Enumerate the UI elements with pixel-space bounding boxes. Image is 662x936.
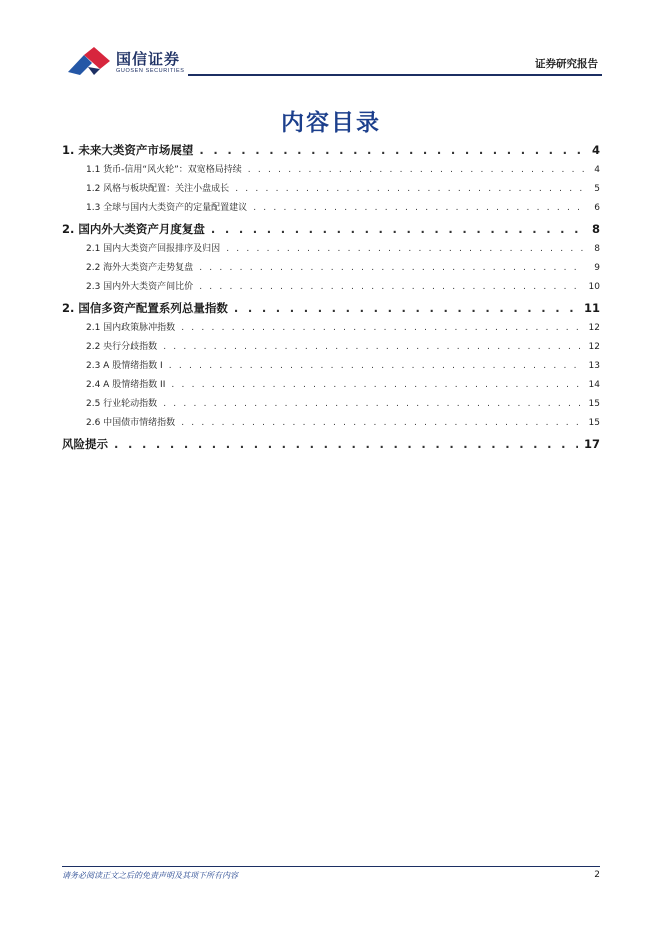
toc-entry-page: 4	[591, 143, 600, 157]
toc-entry[interactable]	[62, 260, 600, 279]
toc-leader-dots	[199, 263, 584, 273]
toc-leader-dots	[199, 143, 584, 157]
toc-entry[interactable]	[62, 358, 600, 377]
toc-entry-page: 12	[588, 342, 600, 352]
toc-leader-dots	[248, 165, 584, 175]
toc-entry-title: 2.3 国内外大类资产间比价	[86, 282, 194, 292]
toc-leader-dots	[253, 203, 584, 213]
toc-entry[interactable]	[62, 221, 600, 241]
toc-leader-dots	[181, 323, 582, 333]
report-type: 证券研究报告	[535, 58, 598, 70]
toc-entry-page: 10	[588, 282, 600, 292]
toc-entry-title: 2.5 行业轮动指数	[86, 399, 158, 409]
toc-entry-page: 8	[591, 222, 600, 236]
toc-entry-page: 15	[588, 418, 600, 428]
toc-leader-dots	[234, 301, 578, 315]
toc-entry-title: 1.3 全球与国内大类资产的定量配置建议	[86, 203, 248, 213]
toc-entry[interactable]	[62, 241, 600, 260]
toc-entry[interactable]	[62, 279, 600, 298]
toc-entry-title: 2.2 海外大类资产走势复盘	[86, 263, 194, 273]
toc-entry-page: 13	[588, 361, 600, 371]
logo-name-en: GUOSEN SECURITIES	[116, 68, 185, 74]
toc-entry-page: 12	[588, 323, 600, 333]
footer-disclaimer: 请务必阅读正文之后的免责声明及其项下所有内容	[62, 871, 238, 880]
toc-leader-dots	[114, 437, 578, 451]
toc-entry-title: 2.2 央行分歧指数	[86, 342, 158, 352]
toc-entry-title: 1.2 风格与板块配置：关注小盘成长	[86, 184, 230, 194]
toc-entry-page: 14	[588, 380, 600, 390]
toc-entry-page: 17	[583, 437, 600, 451]
page-number: 2	[594, 870, 600, 880]
toc-entry[interactable]	[62, 320, 600, 339]
toc-entry-page: 11	[583, 301, 600, 315]
toc-leader-dots	[171, 380, 582, 390]
toc-leader-dots	[199, 282, 582, 292]
page-title: 内容目录	[281, 110, 381, 136]
toc-entry-title: 2. 国内外大类资产月度复盘	[62, 222, 205, 236]
toc-entry[interactable]	[62, 415, 600, 434]
toc-leader-dots	[211, 222, 584, 236]
toc-entry[interactable]	[62, 300, 600, 320]
toc-entry-title: 2. 国信多资产配置系列总量指数	[62, 301, 228, 315]
header-divider	[188, 74, 602, 76]
toc-entry-page: 4	[594, 165, 600, 175]
toc-entry[interactable]	[62, 377, 600, 396]
page-header	[0, 0, 662, 80]
toc-entry-title: 1. 未来大类资产市场展望	[62, 143, 194, 157]
toc-entry[interactable]	[62, 162, 600, 181]
table-of-contents	[62, 140, 600, 456]
toc-entry[interactable]	[62, 142, 600, 162]
toc-entry-page: 5	[594, 184, 600, 194]
footer-divider	[62, 866, 600, 867]
toc-entry[interactable]	[62, 436, 600, 456]
toc-entry[interactable]	[62, 181, 600, 200]
toc-entry-title: 2.4 A 股情绪指数 II	[86, 380, 166, 390]
logo-name-cn: 国信证券	[116, 50, 181, 68]
toc-leader-dots	[181, 418, 582, 428]
toc-entry-title: 2.1 国内大类资产回报排序及归因	[86, 244, 221, 254]
toc-entry-title: 2.3 A 股情绪指数 I	[86, 361, 163, 371]
toc-leader-dots	[235, 184, 584, 194]
toc-entry-title: 风险提示	[62, 437, 108, 451]
guosen-logo-icon	[66, 45, 112, 77]
toc-entry-page: 8	[594, 244, 600, 254]
toc-entry-title: 1.1 货币-信用“风火轮”：双宽格局持续	[86, 165, 242, 175]
toc-leader-dots	[163, 342, 582, 352]
toc-entry-page: 6	[594, 203, 600, 213]
toc-entry-page: 9	[594, 263, 600, 273]
toc-leader-dots	[169, 361, 583, 371]
toc-leader-dots	[163, 399, 582, 409]
toc-entry-title: 2.1 国内政策脉冲指数	[86, 323, 176, 333]
toc-entry-title: 2.6 中国债市情绪指数	[86, 418, 176, 428]
toc-leader-dots	[226, 244, 584, 254]
toc-entry[interactable]	[62, 200, 600, 219]
toc-entry[interactable]	[62, 396, 600, 415]
toc-entry[interactable]	[62, 339, 600, 358]
toc-entry-page: 15	[588, 399, 600, 409]
